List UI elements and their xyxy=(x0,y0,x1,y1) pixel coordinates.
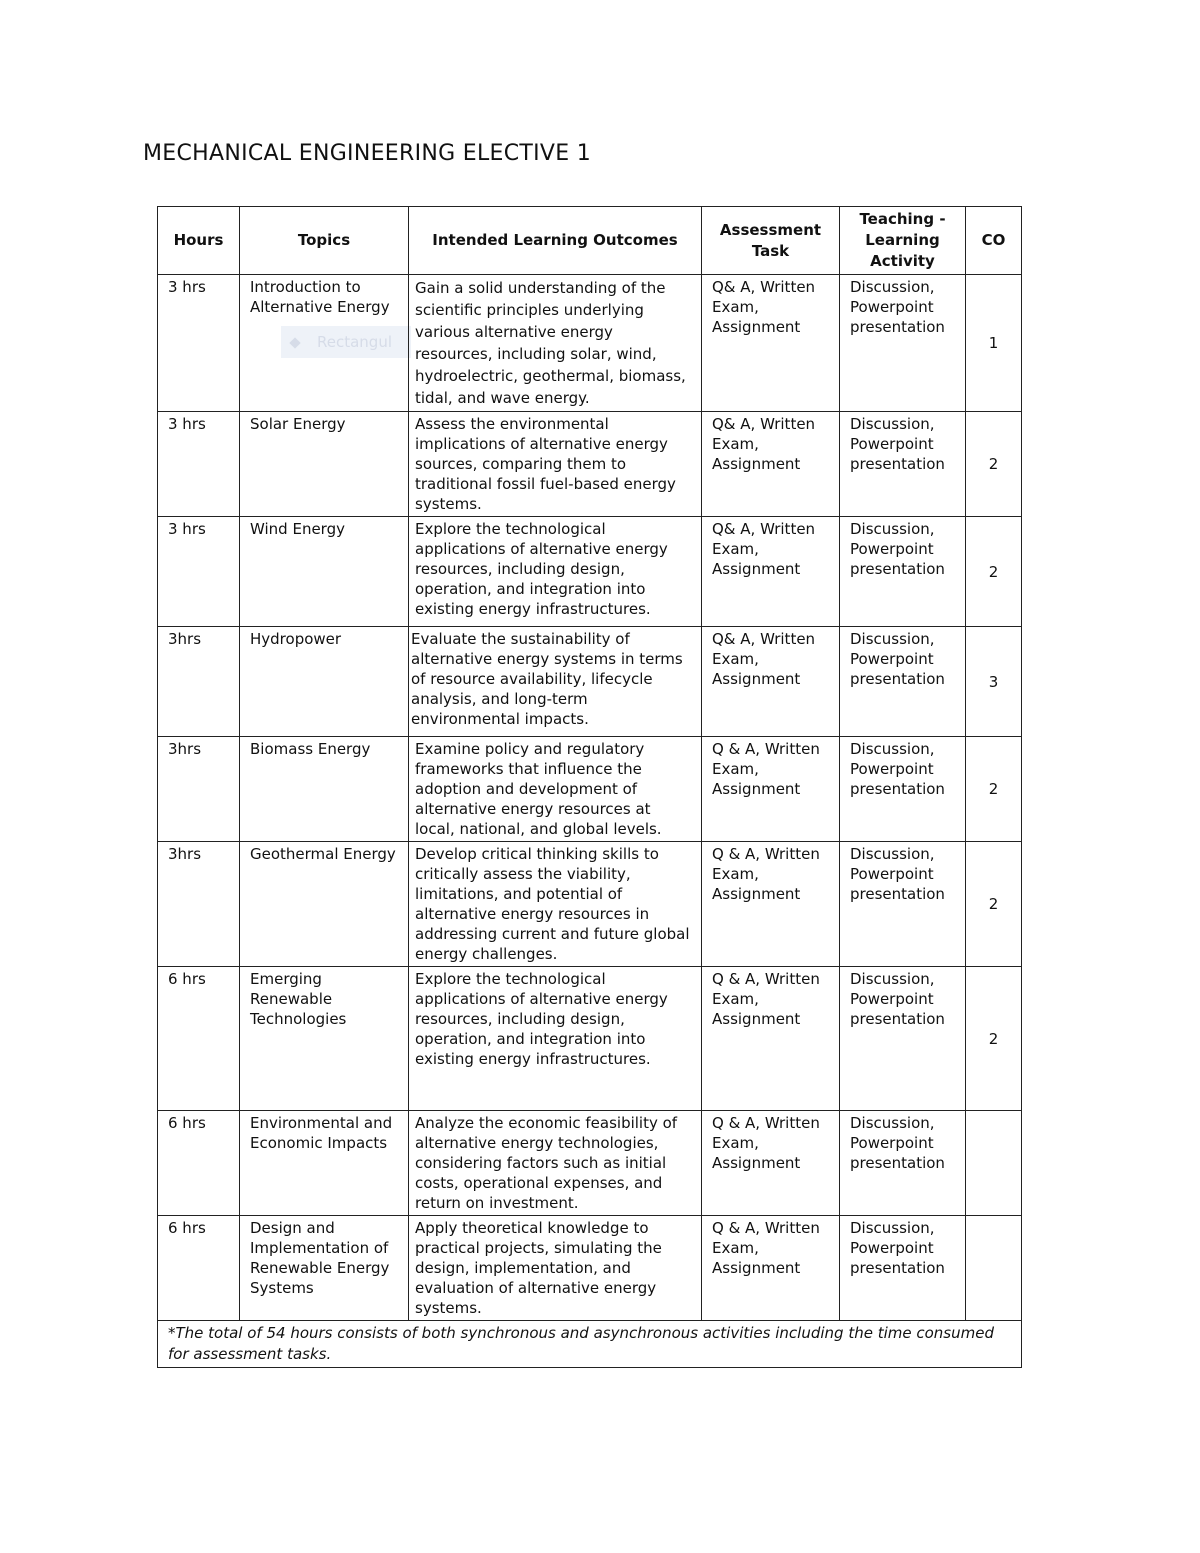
activity-cell: Discussion, Powerpoint presentation xyxy=(840,275,966,412)
assessment-cell: Q & A, Written Exam, Assignment xyxy=(702,967,840,1111)
outcome-cell: Examine policy and regulatory frameworks that influence the adoption and development of alternative energy resources at local, national, and global levels. xyxy=(409,737,702,842)
co-cell: 2 xyxy=(966,517,1022,627)
topic-cell: Hydropower xyxy=(240,627,409,737)
hours-cell: 6 hrs xyxy=(158,1216,240,1321)
outcome-cell: Analyze the economic feasibility of alternative energy technologies, considering factors such as initial costs, operational expenses, and return on investment. xyxy=(409,1111,702,1216)
footnote-row xyxy=(158,1321,1022,1368)
hours-cell: 3 hrs xyxy=(158,275,240,412)
outcome-cell: Apply theoretical knowledge to practical projects, simulating the design, implementation, and evaluation of alternative energy systems. xyxy=(409,1216,702,1321)
outcome-cell: Explore the technological applications of alternative energy resources, including design, operation, and integration into existing energy infrastructures. xyxy=(409,967,702,1111)
activity-cell: Discussion, Powerpoint presentation xyxy=(840,842,966,967)
assessment-cell: Q & A, Written Exam, Assignment xyxy=(702,1111,840,1216)
co-cell: 2 xyxy=(966,967,1022,1111)
activity-cell: Discussion, Powerpoint presentation xyxy=(840,737,966,842)
co-cell: 2 xyxy=(966,412,1022,517)
table-row xyxy=(158,737,1022,842)
outcome-cell: Explore the technological applications of alternative energy resources, including design, operation, and integration into existing energy infrastructures. xyxy=(409,517,702,627)
header-topics: Topics xyxy=(240,207,409,275)
topic-cell: Emerging Renewable Technologies xyxy=(240,967,409,1111)
co-cell: 3 xyxy=(966,627,1022,737)
header-assessment: Assessment Task xyxy=(702,207,840,275)
co-cell xyxy=(966,1111,1022,1216)
outcome-cell: Evaluate the sustainability of alternative energy systems in terms of resource availability, lifecycle analysis, and long-term environmental impacts. xyxy=(409,627,702,737)
outcome-cell: Develop critical thinking skills to critically assess the viability, limitations, and potential of alternative energy resources in addressing current and future global energy challenges. xyxy=(409,842,702,967)
assessment-cell: Q& A, Written Exam, Assignment xyxy=(702,275,840,412)
page-title: MECHANICAL ENGINEERING ELECTIVE 1 xyxy=(143,141,592,166)
outcome-cell: Gain a solid understanding of the scientific principles underlying various alternative energy resources, including solar, wind, hydroelectric, geothermal, biomass, tidal, and wave energy. xyxy=(409,275,702,412)
assessment-cell: Q & A, Written Exam, Assignment xyxy=(702,1216,840,1321)
assessment-cell: Q& A, Written Exam, Assignment xyxy=(702,412,840,517)
activity-cell: Discussion, Powerpoint presentation xyxy=(840,1216,966,1321)
table-header-row xyxy=(158,207,1022,275)
topic-cell: Solar Energy xyxy=(240,412,409,517)
activity-cell: Discussion, Powerpoint presentation xyxy=(840,1111,966,1216)
hours-cell: 6 hrs xyxy=(158,1111,240,1216)
table-row xyxy=(158,275,1022,412)
header-outcomes: Intended Learning Outcomes xyxy=(409,207,702,275)
topic-cell: Wind Energy xyxy=(240,517,409,627)
topic-cell: Environmental and Economic Impacts xyxy=(240,1111,409,1216)
assessment-cell: Q & A, Written Exam, Assignment xyxy=(702,737,840,842)
topic-cell: Biomass Energy xyxy=(240,737,409,842)
hours-cell: 3 hrs xyxy=(158,412,240,517)
topic-cell: Geothermal Energy xyxy=(240,842,409,967)
activity-cell: Discussion, Powerpoint presentation xyxy=(840,412,966,517)
table-row xyxy=(158,412,1022,517)
co-cell: 2 xyxy=(966,842,1022,967)
outcome-cell: Assess the environmental implications of alternative energy sources, comparing them to traditional fossil fuel-based energy systems. xyxy=(409,412,702,517)
syllabus-table xyxy=(157,206,1022,1368)
co-cell: 2 xyxy=(966,737,1022,842)
hours-cell: 6 hrs xyxy=(158,967,240,1111)
assessment-cell: Q& A, Written Exam, Assignment xyxy=(702,627,840,737)
table-row xyxy=(158,627,1022,737)
assessment-cell: Q& A, Written Exam, Assignment xyxy=(702,517,840,627)
footnote-text: *The total of 54 hours consists of both synchronous and asynchronous activities including the time consumed for assessment tasks. xyxy=(158,1321,1022,1368)
hours-cell: 3 hrs xyxy=(158,517,240,627)
header-activity: Teaching - Learning Activity xyxy=(840,207,966,275)
hours-cell: 3hrs xyxy=(158,627,240,737)
activity-cell: Discussion, Powerpoint presentation xyxy=(840,967,966,1111)
co-cell xyxy=(966,1216,1022,1321)
table-row xyxy=(158,1111,1022,1216)
topic-cell: Introduction to Alternative Energy xyxy=(240,275,409,412)
activity-cell: Discussion, Powerpoint presentation xyxy=(840,517,966,627)
ghost-label-text: Rectangul xyxy=(317,333,392,351)
assessment-cell: Q & A, Written Exam, Assignment xyxy=(702,842,840,967)
table-row xyxy=(158,517,1022,627)
topic-cell: Design and Implementation of Renewable Energy Systems xyxy=(240,1216,409,1321)
activity-cell: Discussion, Powerpoint presentation xyxy=(840,627,966,737)
hours-cell: 3hrs xyxy=(158,842,240,967)
table-row xyxy=(158,967,1022,1111)
co-cell: 1 xyxy=(966,275,1022,412)
header-co: CO xyxy=(966,207,1022,275)
header-hours: Hours xyxy=(158,207,240,275)
table-row xyxy=(158,842,1022,967)
table-row xyxy=(158,1216,1022,1321)
hours-cell: 3hrs xyxy=(158,737,240,842)
